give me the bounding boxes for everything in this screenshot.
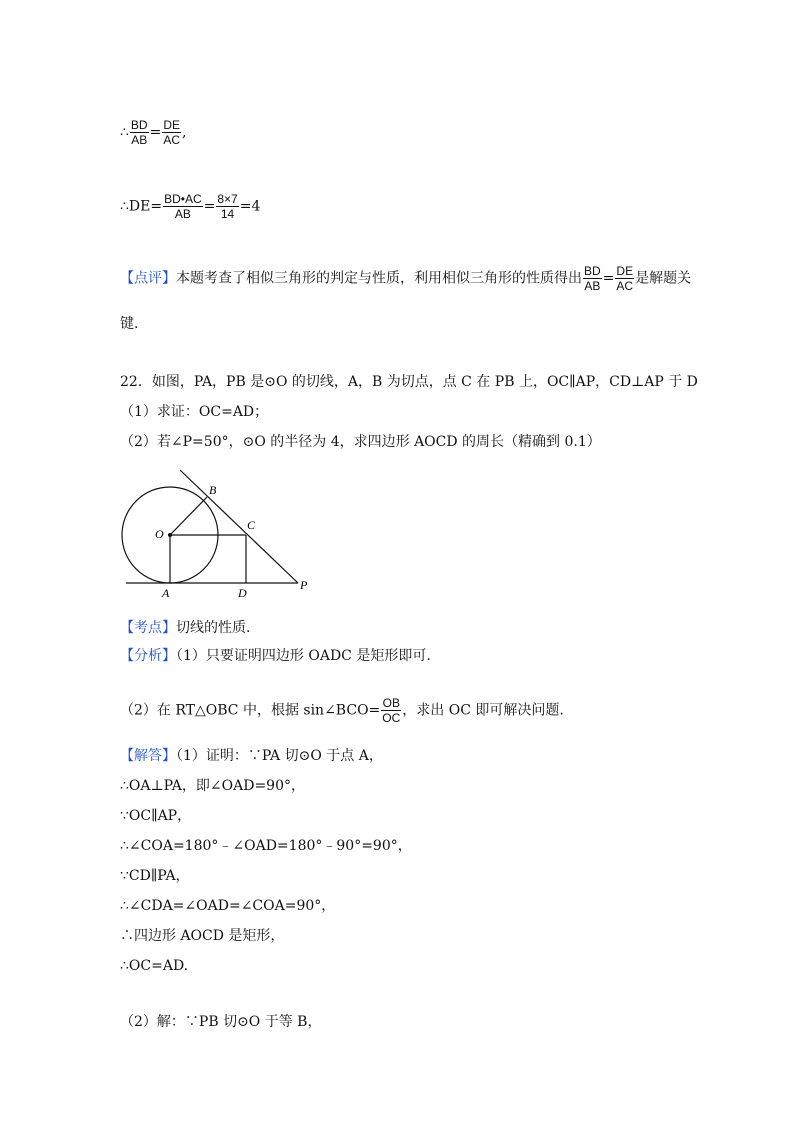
- numerator: BD•AC: [164, 192, 202, 206]
- numerator: BD: [584, 264, 601, 278]
- numerator: BD: [130, 118, 148, 132]
- equals-sign: =: [602, 270, 615, 287]
- jieda-tag: 【解答】: [120, 748, 176, 764]
- comment-line-1: [120, 264, 691, 293]
- fenxi-tag: 【分析】: [120, 648, 176, 664]
- denominator: 14: [220, 207, 235, 221]
- jieda-line-4: ∴∠COA=180°﹣∠OAD=180°﹣90°=90°，: [120, 838, 412, 854]
- comment-line-2: 键.: [120, 316, 139, 332]
- kaodian-line: [120, 618, 250, 638]
- jieda-line-8: ∴OC=AD.: [120, 958, 189, 974]
- point-o: [168, 533, 172, 537]
- jieda-line-2: ∴OA⊥PA，即∠OAD=90°，: [120, 778, 305, 794]
- problem-part-2: （2）若∠P=50°，⊙O 的半径为 4，求四边形 AOCD 的周长（精确到 0.1）: [120, 434, 601, 450]
- problem-stem: 22．如图，PA，PB 是⊙O 的切线，A，B 为切点，点 C 在 PB 上，OC∥AP，CD⊥AP 于 D: [120, 374, 698, 390]
- label-c: C: [247, 518, 256, 532]
- fraction-bdac-ab: [163, 192, 203, 221]
- step-1: [120, 118, 186, 147]
- fraction-bd-ab: [130, 118, 149, 147]
- jieda-part-2: （2）解：∵PB 切⊙O 于等 B，: [120, 1014, 322, 1030]
- fraction-ob-oc: [381, 696, 401, 725]
- denominator: AB: [174, 207, 191, 221]
- jieda-line-3: ∵OC∥AP，: [120, 808, 192, 824]
- label-d: D: [238, 586, 247, 600]
- equation-result: =4: [239, 198, 261, 215]
- denominator: AC: [163, 133, 180, 147]
- fraction-bd-ab: [583, 264, 602, 293]
- numerator: DE: [616, 264, 634, 278]
- fenxi-line-2: [120, 696, 564, 725]
- numerator: 8×7: [217, 192, 238, 206]
- equals-sign: =: [149, 124, 162, 141]
- jieda-text: （1）证明：∵PA 切⊙O 于点 A，: [176, 748, 383, 764]
- denominator: AC: [616, 279, 634, 293]
- comment-text-end: 是解题关: [635, 270, 692, 287]
- jieda-line-7: ∴四边形 AOCD 是矩形，: [120, 928, 285, 944]
- numerator: DE: [163, 118, 180, 132]
- jieda-line-6: ∴∠CDA=∠OAD=∠COA=90°，: [120, 898, 336, 914]
- denominator: OC: [382, 711, 401, 725]
- kaodian-text: 切线的性质.: [176, 620, 251, 636]
- punctuation: ,: [182, 124, 187, 141]
- fenxi-line-1: [120, 646, 431, 666]
- comment-text: 本题考查了相似三角形的判定与性质，利用相似三角形的性质得出: [176, 270, 582, 287]
- label-o: O: [155, 527, 164, 541]
- denominator: AB: [131, 133, 148, 147]
- label-b: B: [209, 483, 217, 497]
- fenxi-text-2: （2）在 RT△OBC 中，根据 sin∠BCO=: [120, 702, 381, 719]
- equation-prefix: ∴DE=: [120, 198, 163, 215]
- comment-tag: 【点评】: [120, 270, 176, 287]
- equals-sign: =: [203, 198, 216, 215]
- problem-part-1: （1）求证：OC=AD；: [120, 404, 269, 420]
- jieda-line-5: ∵CD∥PA，: [120, 868, 190, 884]
- therefore-symbol: ∴: [120, 124, 129, 141]
- label-p: P: [300, 578, 308, 592]
- step-2: [120, 192, 260, 221]
- segment-ob: [170, 497, 207, 535]
- jieda-line-1: [120, 746, 383, 766]
- label-a: A: [162, 586, 170, 600]
- fenxi-text-2-end: ，求出 OC 即可解决问题.: [402, 702, 564, 719]
- fraction-de-ac: [615, 264, 634, 293]
- denominator: AB: [584, 279, 601, 293]
- geometry-figure: [118, 466, 328, 601]
- kaodian-tag: 【考点】: [120, 620, 176, 636]
- fraction-8x7-14: [216, 192, 238, 221]
- fraction-de-ac: [162, 118, 181, 147]
- line-pb-tangent: [180, 470, 298, 583]
- numerator: OB: [382, 696, 400, 710]
- fenxi-text-1: （1）只要证明四边形 OADC 是矩形即可.: [176, 648, 431, 664]
